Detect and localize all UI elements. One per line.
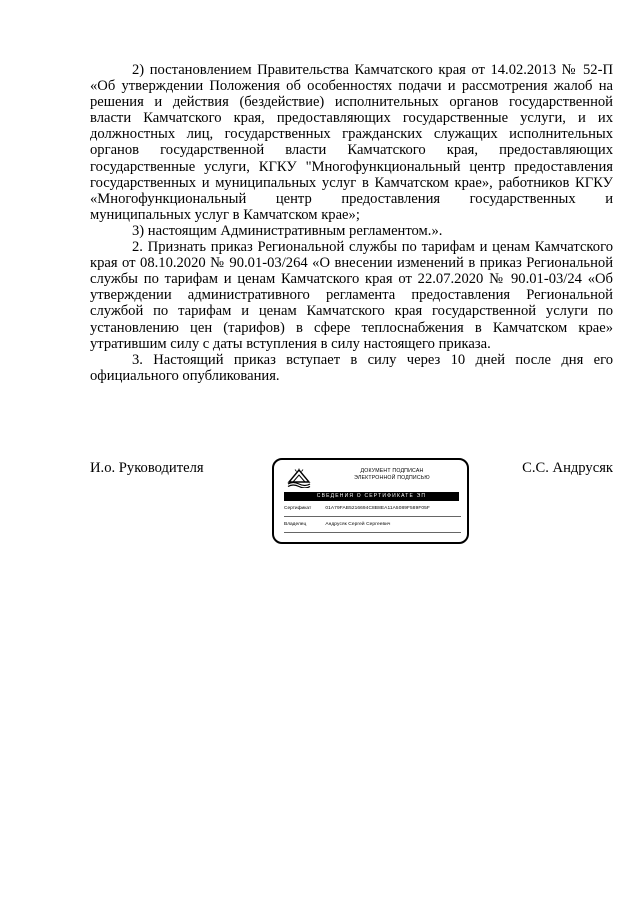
stamp-divider: [284, 532, 461, 533]
paragraph-effective-date: 3. Настоящий приказ вступает в силу через 10 дней после дня его официального опубликования.: [90, 351, 613, 384]
paragraph-resolution-52p: 2) постановлением Правительства Камчатского края от 14.02.2013 № 52-П «Об утверждении Положения об особенностях подачи и рассмотрения жалоб на решения и действия (бездействие) исполнительных органов государственной власти Камчатского края, предоставляющих государственные услуги, и их должностных лиц, государственных гражданских служащих исполнительных органов государственной власти Камчатского края, предоставляющих государственные услуги, КГКУ "Многофункциональный центр предоставления государственных и муниципальных услуг в Камчатском крае», работников КГКУ «Многофункциональный центр предоставления государственных и муниципальных услуг в Камчатском крае»;: [90, 62, 613, 223]
owner-label: Владелец: [284, 522, 307, 527]
stamp-header-bar: СВЕДЕНИЯ О СЕРТИФИКАТЕ ЭП: [284, 492, 459, 501]
stamp-title-line1: ДОКУМЕНТ ПОДПИСАН: [360, 468, 424, 474]
paragraph-revoke-order: 2. Признать приказ Региональной службы по тарифам и ценам Камчатского края от 08.10.2020 № 90.01-03/264 «О внесении изменений в приказ Региональной службы по тарифам и ценам Камчатского края от 22.07.2020 № 90.01-03/24 «Об утверждении административного регламента предоставления Региональной службой по тарифам и ценам Камчатского края государственной услуги по установлению цен (тарифов) в сфере теплоснабжения в Камчатском крае» утратившим силу с даты вступления в силу настоящего приказа.: [90, 239, 613, 352]
kamchatka-emblem-icon: [286, 468, 312, 488]
document-body: [90, 62, 613, 384]
signer-name: С.С. Андрусяк: [522, 460, 613, 476]
paragraph-admin-regulation: 3) настоящим Административным регламентом.».: [132, 222, 443, 239]
stamp-divider: [284, 516, 461, 517]
certificate-label: Сертификат: [284, 506, 312, 511]
stamp-title-line2: ЭЛЕКТРОННОЙ ПОДПИСЬЮ: [354, 475, 430, 481]
stamp-title: [318, 468, 466, 482]
owner-value: Андрусяк Сергей Сергеевич: [325, 522, 391, 527]
certificate-value: 01A79FAB5216694C8B8EA11A5089F589F05F: [325, 506, 430, 511]
stamp-owner-row: [284, 521, 461, 529]
electronic-signature-stamp: [272, 458, 469, 544]
stamp-certificate-row: [284, 505, 461, 513]
signer-position: И.о. Руководителя: [90, 460, 204, 476]
